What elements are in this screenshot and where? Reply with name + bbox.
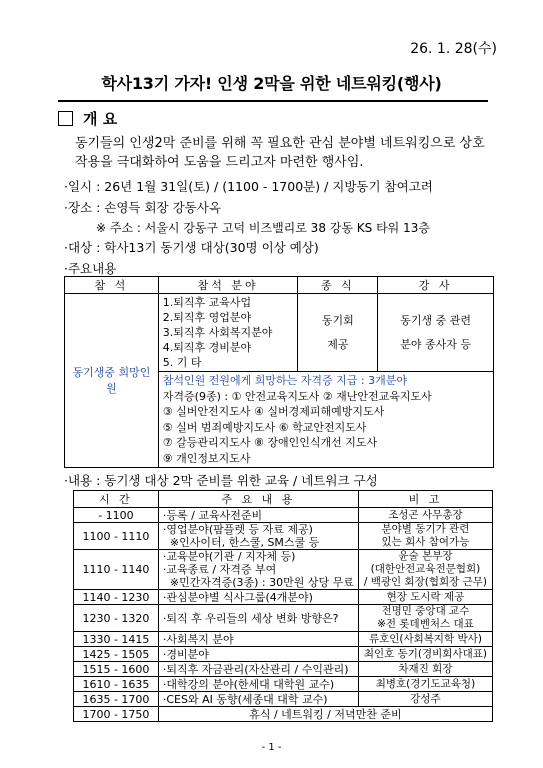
content-line: ※인사이터, 한스쿨, SM스쿨 등 xyxy=(162,536,320,549)
schedule-note xyxy=(358,508,492,523)
instructor-line: 분야 종사자 등 xyxy=(400,337,471,351)
document-date: 26. 1. 28(수) xyxy=(410,41,497,57)
schedule-content xyxy=(158,662,358,677)
table-row xyxy=(74,590,493,605)
note-line: ※전 롯데벤처스 대표 xyxy=(377,618,474,630)
content-line: 휴식 / 네트워킹 / 저녁만찬 준비 xyxy=(249,707,402,721)
certificate-title: 참석인원 전원에게 희망하는 자격증 지급 : 3개분야 xyxy=(162,374,407,387)
table-header-row xyxy=(65,277,494,294)
event-address-line: ※ 주소 : 서울시 강동구 고덕 비즈밸리로 38 강동 KS 타워 13층 xyxy=(96,221,430,235)
schedule-note xyxy=(358,692,492,707)
table-row xyxy=(74,707,493,722)
schedule-time: 1610 - 1635 xyxy=(74,677,159,692)
document-title: 학사13기 가자! 인생 2막을 위한 네트워킹(행사) xyxy=(101,74,442,93)
note-line: 분야별 동기가 관련 xyxy=(381,523,470,535)
attendance-category xyxy=(65,294,159,468)
list-item: ⑨ 개인정보지도사 xyxy=(162,451,251,465)
schedule-table xyxy=(73,490,493,722)
schedule-note xyxy=(358,647,492,662)
schedule-time: 1700 - 1750 xyxy=(74,707,159,722)
section-heading xyxy=(58,108,117,129)
instructor-cell xyxy=(378,294,494,372)
table-row xyxy=(65,294,494,372)
header-attendance: 참 석 xyxy=(65,277,159,294)
checkbox-square-icon xyxy=(58,111,73,126)
note-line: 현장 도시락 제공 xyxy=(386,590,465,603)
schedule-content xyxy=(158,677,358,692)
field-list xyxy=(158,294,298,372)
list-item: 3.퇴직후 사회복지분야 xyxy=(162,326,273,339)
event-target-line: ·대상 : 학사13기 동기생 대상(30명 이상 예상) xyxy=(64,240,319,255)
schedule-note xyxy=(358,677,492,692)
content-line: ·교육분야(기관 / 지자체 등) xyxy=(162,550,296,563)
content-line: ※민간자격증(3종) : 30만원 상당 무료 xyxy=(162,576,354,589)
table-row xyxy=(74,677,493,692)
table-row xyxy=(74,508,493,523)
schedule-time: 1330 - 1415 xyxy=(74,632,159,647)
header-field: 참석 분야 xyxy=(158,277,298,294)
note-line: 있는 회사 참여가능 xyxy=(381,536,470,548)
content-line: ·대학강의 분야(한세대 대학원 교수) xyxy=(162,677,335,691)
note-line: 최인호 동기(경비회사대표) xyxy=(363,647,487,660)
list-item: ③ 실버안전지도사 ④ 실버경제피해예방지도사 xyxy=(162,405,385,418)
event-date-line: ·일시 : 26년 1월 31일(토) / (1100 - 1700분) / 지방동기 참여고려 xyxy=(64,179,433,194)
schedule-content xyxy=(158,707,492,722)
header-note: 비 고 xyxy=(358,491,492,508)
section-title: 개 요 xyxy=(83,110,118,128)
content-line: ·경비분야 xyxy=(162,647,209,661)
list-item: 4.퇴직후 경비분야 xyxy=(162,341,252,354)
schedule-content xyxy=(158,632,358,647)
schedule-note xyxy=(358,662,492,677)
table-row xyxy=(74,647,493,662)
list-item: 자격증(9종) : ① 안전교육지도사 ② 재난안전교육지도사 xyxy=(162,389,432,403)
list-item: 2.퇴직후 영업분야 xyxy=(162,311,252,324)
schedule-time: 1110 - 1140 xyxy=(74,550,159,590)
instructor-line: 동기생 중 관련 xyxy=(400,313,471,327)
content-line: ·퇴직 후 우리들의 세상 변화 방향은? xyxy=(162,611,339,625)
content-line: ·교육종료 / 자격증 부여 xyxy=(162,563,277,576)
list-item: 1.퇴직후 교육사업 xyxy=(162,296,252,309)
event-place-line: ·장소 : 손영득 회장 강동사옥 xyxy=(64,200,221,215)
attendance-category-text: 동기생중 희망인원 xyxy=(72,365,151,395)
schedule-time: - 1100 xyxy=(74,508,159,523)
note-line: 윤술 본부장 xyxy=(398,550,453,562)
table-header-row xyxy=(74,491,493,508)
table-row xyxy=(74,550,493,590)
table-row xyxy=(74,632,493,647)
schedule-body xyxy=(74,508,493,722)
note-line: 차재진 회장 xyxy=(398,662,453,675)
content-line: ·CES와 AI 동향(세종대 대학 교수) xyxy=(162,692,328,706)
schedule-content xyxy=(158,523,358,550)
table-row xyxy=(74,692,493,707)
content-line: ·퇴직후 자금관리(자산관리 / 수익관리) xyxy=(162,662,349,676)
title-underline xyxy=(58,100,488,102)
participation-table xyxy=(64,276,494,468)
content-line: ·영업분야(팜플렛 등 자료 제공) xyxy=(162,523,313,536)
schedule-content xyxy=(158,605,358,632)
page-number: - 1 - xyxy=(261,742,282,753)
overview-text: 동기들의 인생2막 준비를 위해 꼭 필요한 관심 분야별 네트워킹으로 상호작용을 극대화하여 도움을 드리고자 마련한 행사임. xyxy=(75,136,485,170)
schedule-note xyxy=(358,550,492,590)
header-content: 주 요 내 용 xyxy=(158,491,358,508)
schedule-time: 1515 - 1600 xyxy=(74,662,159,677)
schedule-content xyxy=(158,550,358,590)
schedule-time: 1140 - 1230 xyxy=(74,590,159,605)
schedule-content xyxy=(158,692,358,707)
schedule-content xyxy=(158,508,358,523)
content-line: ·등록 / 교육사전준비 xyxy=(162,508,263,522)
note-line: 최병호(경기도교육청) xyxy=(375,677,476,690)
schedule-time: 1425 - 1505 xyxy=(74,647,159,662)
list-item: 5. 기 타 xyxy=(162,356,202,369)
schedule-note xyxy=(358,523,492,550)
schedule-content xyxy=(158,647,358,662)
schedule-note xyxy=(358,605,492,632)
table-row xyxy=(74,523,493,550)
list-item: ⑤ 실버 범죄예방지도사 ⑥ 학교안전지도사 xyxy=(162,420,367,434)
schedule-time: 1230 - 1320 xyxy=(74,605,159,632)
format-line: 제공 xyxy=(327,337,349,351)
content-line: ·내용 : 동기생 대상 2막 준비를 위한 교육 / 네트워크 구성 xyxy=(64,473,378,488)
note-line: (대한안전교육전문협회) xyxy=(370,563,481,575)
format-line: 동기회 xyxy=(321,313,354,327)
schedule-time: 1100 - 1110 xyxy=(74,523,159,550)
schedule-content xyxy=(158,590,358,605)
content-line: ·관심분야별 식사그룹(4개분야) xyxy=(162,590,313,604)
header-time: 시 간 xyxy=(74,491,159,508)
list-item: ⑦ 갈등관리지도사 ⑧ 장애인인식개선 지도사 xyxy=(162,436,378,449)
main-content-label: ·주요내용 xyxy=(64,261,117,276)
header-instructor: 강 사 xyxy=(378,277,494,294)
note-line: 전명민 중앙대 교수 xyxy=(381,605,470,617)
schedule-note xyxy=(358,632,492,647)
header-format: 종 식 xyxy=(298,277,378,294)
schedule-note xyxy=(358,590,492,605)
table-row xyxy=(74,662,493,677)
content-line: ·사회복지 분야 xyxy=(162,632,234,646)
note-line: 조성곤 사무총장 xyxy=(388,508,463,521)
format-cell xyxy=(298,294,378,372)
note-line: 강성주 xyxy=(410,692,441,705)
schedule-time: 1635 - 1700 xyxy=(74,692,159,707)
note-line: 류호인(사회복지학 박사) xyxy=(368,632,482,645)
note-line: / 백광인 회장(협회장 근무) xyxy=(363,576,488,588)
certificate-cell xyxy=(158,372,493,468)
table-row xyxy=(74,605,493,632)
